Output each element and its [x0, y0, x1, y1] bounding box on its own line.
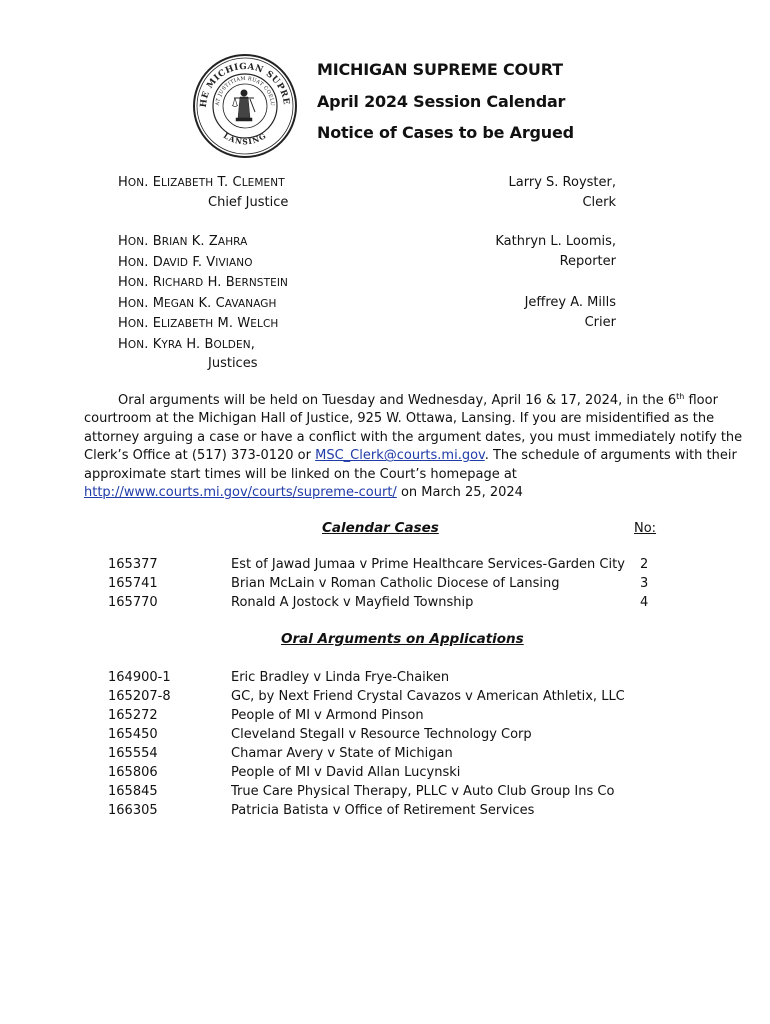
case-title: Brian McLain v Roman Catholic Diocese of Lansing — [231, 576, 560, 591]
svg-text:FIAT JUSTITIAM RUAT COELUM: AT JUSTITIAM RUAT COELU — [214, 75, 276, 107]
case-title: Cleveland Stegall v Resource Technology Corp — [231, 727, 532, 742]
court-name-heading: MICHIGAN SUPREME COURT — [317, 60, 563, 79]
applications-heading: Oral Arguments on Applications — [281, 631, 524, 647]
case-no-heading: No: — [634, 521, 657, 536]
chief-justice-title: Chief Justice — [208, 195, 289, 210]
clerk-title: Clerk — [582, 195, 616, 210]
case-number: 164900-1 — [108, 670, 171, 685]
notice-heading: Notice of Cases to be Argued — [317, 123, 574, 142]
court-seal-logo — [192, 52, 298, 160]
case-title: True Care Physical Therapy, PLLC v Auto Club Group Ins Co — [231, 784, 615, 799]
crier-name: Jeffrey A. Mills — [524, 295, 616, 310]
case-order-no: 3 — [640, 576, 649, 591]
svg-text:SEAL OF THE MICHIGAN SUPREME C: HE MICHIGAN SUPRE — [198, 61, 291, 108]
case-title: People of MI v Armond Pinson — [231, 708, 424, 723]
case-order-no: 2 — [640, 557, 649, 572]
case-title: Eric Bradley v Linda Frye-Chaiken — [231, 670, 450, 685]
justice-name: HON. ELIZABETH M. WELCH — [118, 316, 279, 332]
justice-name: HON. MEGAN K. CAVANAGH — [118, 295, 277, 311]
justice-name: HON. KYRA H. BOLDEN, — [118, 337, 255, 352]
case-title: Patricia Batista v Office of Retirement Services — [231, 803, 535, 818]
case-number: 165770 — [108, 595, 158, 610]
clerk-email-link[interactable]: MSC_Clerk@courts.mi.gov — [315, 448, 485, 464]
justice-name: HON. RICHARD H. BERNSTEIN — [118, 275, 288, 291]
justices-label: Justices — [208, 356, 258, 371]
case-number: 165272 — [108, 708, 158, 723]
case-number: 165377 — [108, 557, 158, 572]
case-title: People of MI v David Allan Lucynski — [231, 765, 461, 780]
case-number: 165554 — [108, 746, 158, 761]
case-number: 165845 — [108, 784, 158, 799]
reporter-name: Kathryn L. Loomis, — [495, 234, 616, 249]
case-number: 165207-8 — [108, 689, 171, 704]
justice-name: HON. BRIAN K. ZAHRA — [118, 234, 248, 249]
crier-title: Crier — [584, 315, 616, 330]
svg-text:LANSING: LANSING — [221, 130, 269, 147]
notice-paragraph: Oral arguments will be held on Tuesday and Wednesday, April 16 & 17, 2024, in the 6th floor courtroom at the Michigan Hall of Justice, 925 W. Ottawa, Lansing. If you are misidentified as the attorney arguing a case or have a conflict with the argument dates, you must immediately notify the Clerk’s Office at (517) 373-0120 or MSC_Clerk@courts.mi.gov. The schedule of arguments with their approximate start times will be linked on the Court’s homepage at http://www.courts.mi.gov/courts/supreme-court/ on March 25, 2024 — [84, 392, 743, 501]
case-number: 166305 — [108, 803, 158, 818]
case-title: Est of Jawad Jumaa v Prime Healthcare Services-Garden City — [231, 557, 625, 572]
case-title: GC, by Next Friend Crystal Cavazos v American Athletix, LLC — [231, 689, 625, 704]
court-homepage-link[interactable]: http://www.courts.mi.gov/courts/supreme-court/ — [84, 485, 397, 501]
case-title: Chamar Avery v State of Michigan — [231, 746, 453, 761]
case-order-no: 4 — [640, 595, 649, 610]
calendar-cases-heading: Calendar Cases — [322, 520, 439, 536]
reporter-title: Reporter — [559, 254, 616, 269]
chief-justice-name: HON. ELIZABETH T. CLEMENT — [118, 175, 285, 190]
case-number: 165450 — [108, 727, 158, 742]
case-number: 165806 — [108, 765, 158, 780]
session-calendar-heading: April 2024 Session Calendar — [317, 92, 566, 111]
clerk-name: Larry S. Royster, — [508, 175, 616, 190]
justice-name: HON. DAVID F. VIVIANO — [118, 254, 253, 270]
case-number: 165741 — [108, 576, 158, 591]
case-title: Ronald A Jostock v Mayfield Township — [231, 595, 474, 610]
